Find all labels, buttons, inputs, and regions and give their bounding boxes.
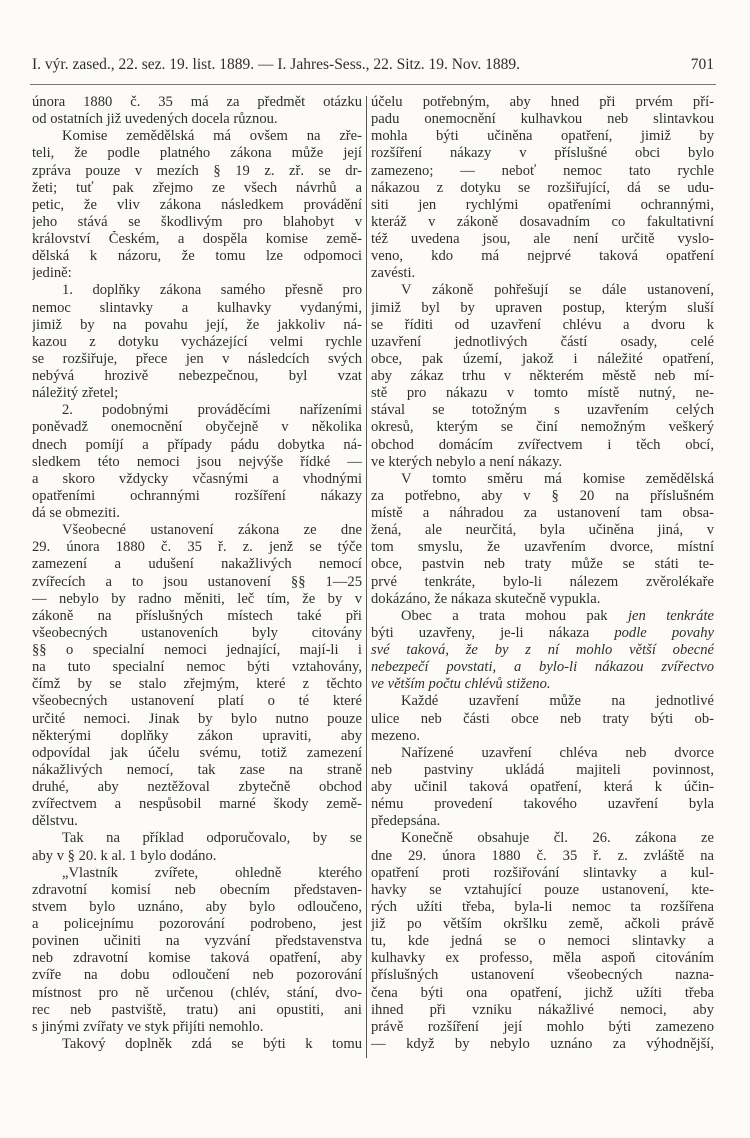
line-text: nému provedení takového uzavření byla [371,796,714,813]
text-line [371,882,714,899]
text-line [32,111,362,128]
line-text: zvíře na dobu odloučení neb pozorování [32,967,362,984]
line-text: teli, že podle platného zákona může její [32,145,362,162]
line-text: ve kterých nebylo a není nákazy. [371,453,563,470]
text-line [32,950,362,967]
line-text: jimiž by na povahu její, že jakkoliv ná- [32,316,362,333]
line-text: Konečně obsahuje čl. 26. zákona ze [401,830,714,847]
text-line [371,693,714,710]
text-line [371,985,714,1002]
line-text: února 1880 č. 35 má za předmět otázku [32,94,362,110]
text-line [32,608,362,625]
line-text: Komise zemědělská má ovšem na zře- [62,128,362,145]
text-line [32,848,362,865]
text-line [32,591,362,608]
text-line [371,180,714,197]
text-line [371,967,714,984]
text-line [371,282,714,299]
line-text: tu, kde jedná se o nemoci slintavky a [371,933,714,950]
line-text: zamezení a udušení nakažlivých nemocí [32,556,362,573]
line-text-italic: jen tenkráte [627,607,714,624]
line-text: povinen učiniti na vyzvání představenstva [32,933,362,950]
text-line [32,1019,362,1036]
line-text: obchod domácím zvířectvem i těch obcí, [371,436,714,453]
line-text: a skoro vždycky včasnými a vhodnými [32,470,362,487]
line-text: některými doplňky zákon upraviti, aby [32,727,362,744]
text-line [371,676,714,693]
text-line [371,471,714,488]
page-number: 701 [690,56,714,73]
line-text: čímž by se stalo zřejmým, které z těchto [32,676,362,693]
text-line [371,1036,714,1053]
text-line [371,848,714,865]
text-line [371,334,714,351]
line-text: právě rozšíření její mohlo býti zamezeno [371,1018,714,1035]
text-line [32,539,362,556]
line-text: druhé, aby neztěžoval zbytečně obchod [32,779,362,795]
text-line [371,950,714,967]
line-text: místě a náhradou za ustanovení tam obsa- [371,505,714,521]
line-text: opatření proti rozšiřování slintavky a kul- [371,864,714,881]
line-text: Takový doplněk zdá se býti k tomu [62,1035,362,1052]
text-line [32,711,362,728]
text-line [32,248,362,265]
line-text: aby učinil taková opatření, která k účin- [371,779,714,795]
text-line [32,556,362,573]
line-text: již po větším okršlku země, ačkoli právě [371,916,714,932]
text-line [371,385,714,402]
text-line [371,591,714,608]
text-line [371,916,714,933]
text-line [32,437,362,454]
text-line [32,145,362,162]
text-line [32,762,362,779]
text-line [32,351,362,368]
line-text: rých užíti třeba, byla-li nemoc ta rozšířena [371,898,714,915]
header-rule [30,84,716,85]
line-text: Obec a trata mohou pak [401,607,628,624]
text-line [371,419,714,436]
running-header [32,56,714,78]
text-line [371,128,714,145]
line-text: rec neb pastviště, tratu) ani opustiti, ani [32,1001,362,1018]
text-line [371,231,714,248]
line-text: příslušných ustanovení všeobecných nazna- [371,967,714,984]
line-text: zvířecích a to jsou ustanovení §§ 1—25 [32,573,362,590]
text-line [371,522,714,539]
text-line [32,813,362,830]
text-line [371,574,714,591]
line-text: dělská k názoru, že tomu lze odpomoci [32,248,362,265]
text-line [32,317,362,334]
line-text: obce, pastvin neb traty může se státi te- [371,556,714,573]
line-text: se říditi od uzavření chlévu a dvoru k [371,316,714,333]
text-line [371,145,714,162]
line-text: veno, kdo má nejprvé taková opatření [371,248,714,265]
line-text: kazou z dotyku vycházející velmi rychle [32,333,362,350]
text-line [371,659,714,676]
line-text: od ostatních již uvedených docela různou. [32,111,278,128]
line-text: stě pro nákazu v tomto místě nutný, ne- [371,385,714,402]
line-text: aby v § 20. k al. 1 bylo dodáno. [32,847,217,864]
line-text: všeobecných ustanoveních byly citovány [32,624,362,641]
text-line [32,796,362,813]
line-text-italic: ve větším počtu chlévů stiženo. [371,676,551,693]
text-line [371,813,714,830]
text-line [32,334,362,351]
text-line [32,402,362,419]
text-line [371,402,714,419]
text-line [32,488,362,505]
line-text: nebývá hrozivě nebezpečnou, byl vzat [32,368,362,384]
text-line [32,1002,362,1019]
line-text: zavésti. [371,265,416,282]
text-line [32,933,362,950]
text-line [32,659,362,676]
line-text: neb pastviny ukládá majiteli povinnost, [371,761,714,778]
text-line [32,1036,362,1053]
text-line [32,916,362,933]
line-text: zvířectvem a nespůsobil marné škody země- [32,796,362,813]
line-text: opatřeními ochrannými rozšíření nákazy [32,487,362,504]
line-text: s jinými zvířaty ve styk přijíti nemohlo. [32,1018,264,1035]
line-text-italic: podle povahy [614,624,714,641]
text-line [371,728,714,745]
text-line [32,180,362,197]
line-text: náležitý zřetel; [32,385,119,402]
text-line [371,711,714,728]
line-text-italic: nebezpečí povstati, a bylo-li nákazou zvířectvo [371,659,714,676]
line-text: — když by nebylo uznáno za výhodnější, [371,1035,714,1052]
line-text: nemoc slintavky a kulhavky vydanými, [32,299,362,316]
text-line [371,830,714,847]
text-line [32,676,362,693]
line-text: za potřebno, aby v § 20 na příslušném [371,487,714,504]
text-line [32,745,362,762]
line-text: zákoně na příslušných místech také při [32,607,362,624]
line-text: siti jen rychlými opatřeními ochrannými, [371,196,714,213]
text-line [32,882,362,899]
text-line [371,865,714,882]
line-text: mohla býti učiněna opatření, jimiž by [371,128,714,145]
text-line [371,94,714,111]
text-line [371,437,714,454]
text-line [32,163,362,180]
line-text: V zákoně pohřešují se dále ustanovení, [401,282,714,299]
left-column [32,94,362,1053]
line-text: a policejnímu pozorování podrobeno, jest [32,916,362,932]
line-text: neb zdravotní komise taková opatření, aby [32,950,362,967]
line-text: aby zákaz trhu v některém městě neb mí- [371,368,714,384]
text-line [32,728,362,745]
text-line [371,539,714,556]
line-text: dokázáno, že nákaza skutečně vypukla. [371,590,601,607]
line-text: sledkem této nemoci jsou nejvýše řídké — [32,453,362,470]
line-text: dá se obmeziti. [32,505,120,521]
text-line [32,231,362,248]
text-line [371,933,714,950]
text-line [371,488,714,505]
text-line [371,1019,714,1036]
line-text: jedině: [32,265,72,282]
line-text: 1. doplňky zákona samého přesně pro [62,282,362,299]
line-text: odpovídal jak účelu svému, totiž zamezení [32,744,362,761]
text-line [32,128,362,145]
line-text: místnost pro ně určenou (chlév, stání, dvo- [32,984,362,1001]
line-text: kulhavky ex professo, měla aspoň citováním [371,950,714,967]
line-text: čena býti ona opatření, jichž užíti třeba [371,984,714,1001]
line-text: dělstvu. [32,813,78,830]
line-text: určité nemoci. Jinak by bylo nutno pouze [32,710,362,727]
text-line [371,608,714,625]
line-text: uzavření jednotlivých částí osady, celé [371,333,714,350]
line-text: jimiž byl by upraven postup, kterým sluší [371,299,714,316]
text-line [32,265,362,282]
line-text: — nebylo by radno měniti, leč tím, že by v [32,590,362,607]
text-line [32,574,362,591]
text-line [371,556,714,573]
line-text: obce, pak území, jakož i náležité opatření, [371,350,714,367]
line-text: kteráž v zákoně dosavadním co fakultativní [371,213,714,230]
line-text: V tomto směru má komise zemědělská [401,470,714,487]
line-text: království Českém, a dospěla komise země- [32,231,362,247]
text-line [32,642,362,659]
line-text: stával se totožným s uzavřením celých [371,402,714,419]
text-line [32,625,362,642]
line-text: Tak na příklad odporučovalo, by se [62,830,362,847]
text-line [32,985,362,1002]
text-line [32,197,362,214]
text-line [32,779,362,796]
line-text: nákažlivých nemocí, tak zase na straně [32,761,362,778]
text-line [371,1002,714,1019]
line-text: účelu potřebným, aby hned při prvém pří- [371,94,714,110]
line-text: dnech pomíjí a případy pádu dobytka ná- [32,436,362,453]
line-text: býti uzavřeny, je-li nákaza [371,624,615,641]
text-line [32,522,362,539]
text-line [371,368,714,385]
text-line [371,899,714,916]
text-line [32,454,362,471]
line-text: stvem bylo uznáno, aby bylo odloučeno, [32,898,362,915]
line-text: rozšíření nákazy v příslušné obci bylo [371,145,714,162]
line-text: dne 29. února 1880 č. 35 ř. z. zvláště na [371,847,714,864]
text-line [371,111,714,128]
text-line [371,300,714,317]
line-text: též uvedena jsou, ale není určitě vyslo- [371,231,714,247]
line-text: žeti; tuť pak zřejmo ze všech návrhů a [32,179,362,196]
text-line [32,385,362,402]
line-text: „Vlastník zvířete, ohledně kterého [62,864,362,881]
text-line [32,300,362,317]
text-line [371,214,714,231]
line-text: 29. února 1880 č. 35 ř. z. jenž se týče [32,539,362,556]
line-text: jeho stává se škodlivým pro blahobyt v [32,213,362,230]
text-line [371,745,714,762]
text-line [371,762,714,779]
line-text: se rozšiřuje, přece jen v následcích svých [32,350,362,367]
line-text: všeobecných ustanovení platí o té které [32,693,362,710]
line-text: předepsána. [371,813,441,830]
text-line [32,693,362,710]
text-line [32,94,362,111]
text-line [371,163,714,180]
line-text: okresů, kterým se činí nemožným veškerý [371,419,714,436]
line-text: padu onemocnění kulhavkou neb slintavkou [371,111,714,128]
line-text: poněvadž onemocnění obyčejně v několika [32,419,362,436]
right-column [371,94,714,1053]
line-text: tom smyslu, že uzavřením dvorce, místní [371,539,714,556]
text-line [371,642,714,659]
line-text: 2. podobnými prováděcími nařízeními [62,402,362,419]
line-text: ihned při vzniku nákažlivé nemoci, aby [371,1001,714,1018]
line-text: nákazou z dotyku se rozšiřující, dá se udu- [371,179,714,196]
text-line [32,830,362,847]
text-line [371,779,714,796]
line-text: zpráva pouze v mezích § 19 z. zř. se dr- [32,162,362,179]
line-text: ulice neb části obce neb traty býti ob- [371,710,714,727]
text-line [32,865,362,882]
text-line [32,967,362,984]
line-text: žená, ale neurčitá, byla učiněna jiná, v [371,522,714,539]
line-text: mezeno. [371,727,421,744]
line-text: Nařízené uzavření chléva neb dvorce [401,744,714,761]
line-text: Všeobecné ustanovení zákona ze dne [62,522,362,539]
text-line [32,899,362,916]
text-line [371,505,714,522]
text-line [32,471,362,488]
line-text-italic: své taková, že by z ní mohlo větší obecné [371,642,714,658]
text-line [371,317,714,334]
line-text: prvé tenkráte, bylo-li nálezem zvěrolékaře [371,573,714,590]
line-text: zdravotní komisí neb obecním představen- [32,881,362,898]
line-text: zamezeno; — neboť nemoc tato rychle [371,162,714,179]
text-line [32,282,362,299]
text-line [371,351,714,368]
text-line [371,796,714,813]
column-divider [366,96,367,1058]
line-text: petic, že vliv zákona následkem provádění [32,196,362,213]
text-line [32,505,362,522]
text-line [371,248,714,265]
line-text: na tuto specialní nemoc býti vztahovány, [32,659,362,676]
text-line [371,625,714,642]
text-line [371,454,714,471]
line-text: havky se vztahující pouze ustanovení, kte- [371,881,714,898]
header-title: I. výr. zased., 22. sez. 19. list. 1889. — I. Jahres-Sess., 22. Sitz. 19. Nov. 1889. [32,56,521,73]
text-line [371,197,714,214]
text-line [32,419,362,436]
text-line [32,368,362,385]
line-text: Každé uzavření může na jednotlivé [401,693,714,710]
text-line [32,214,362,231]
text-line [371,265,714,282]
line-text: §§ o specialní nemoci jednající, mají-li i [32,642,362,658]
